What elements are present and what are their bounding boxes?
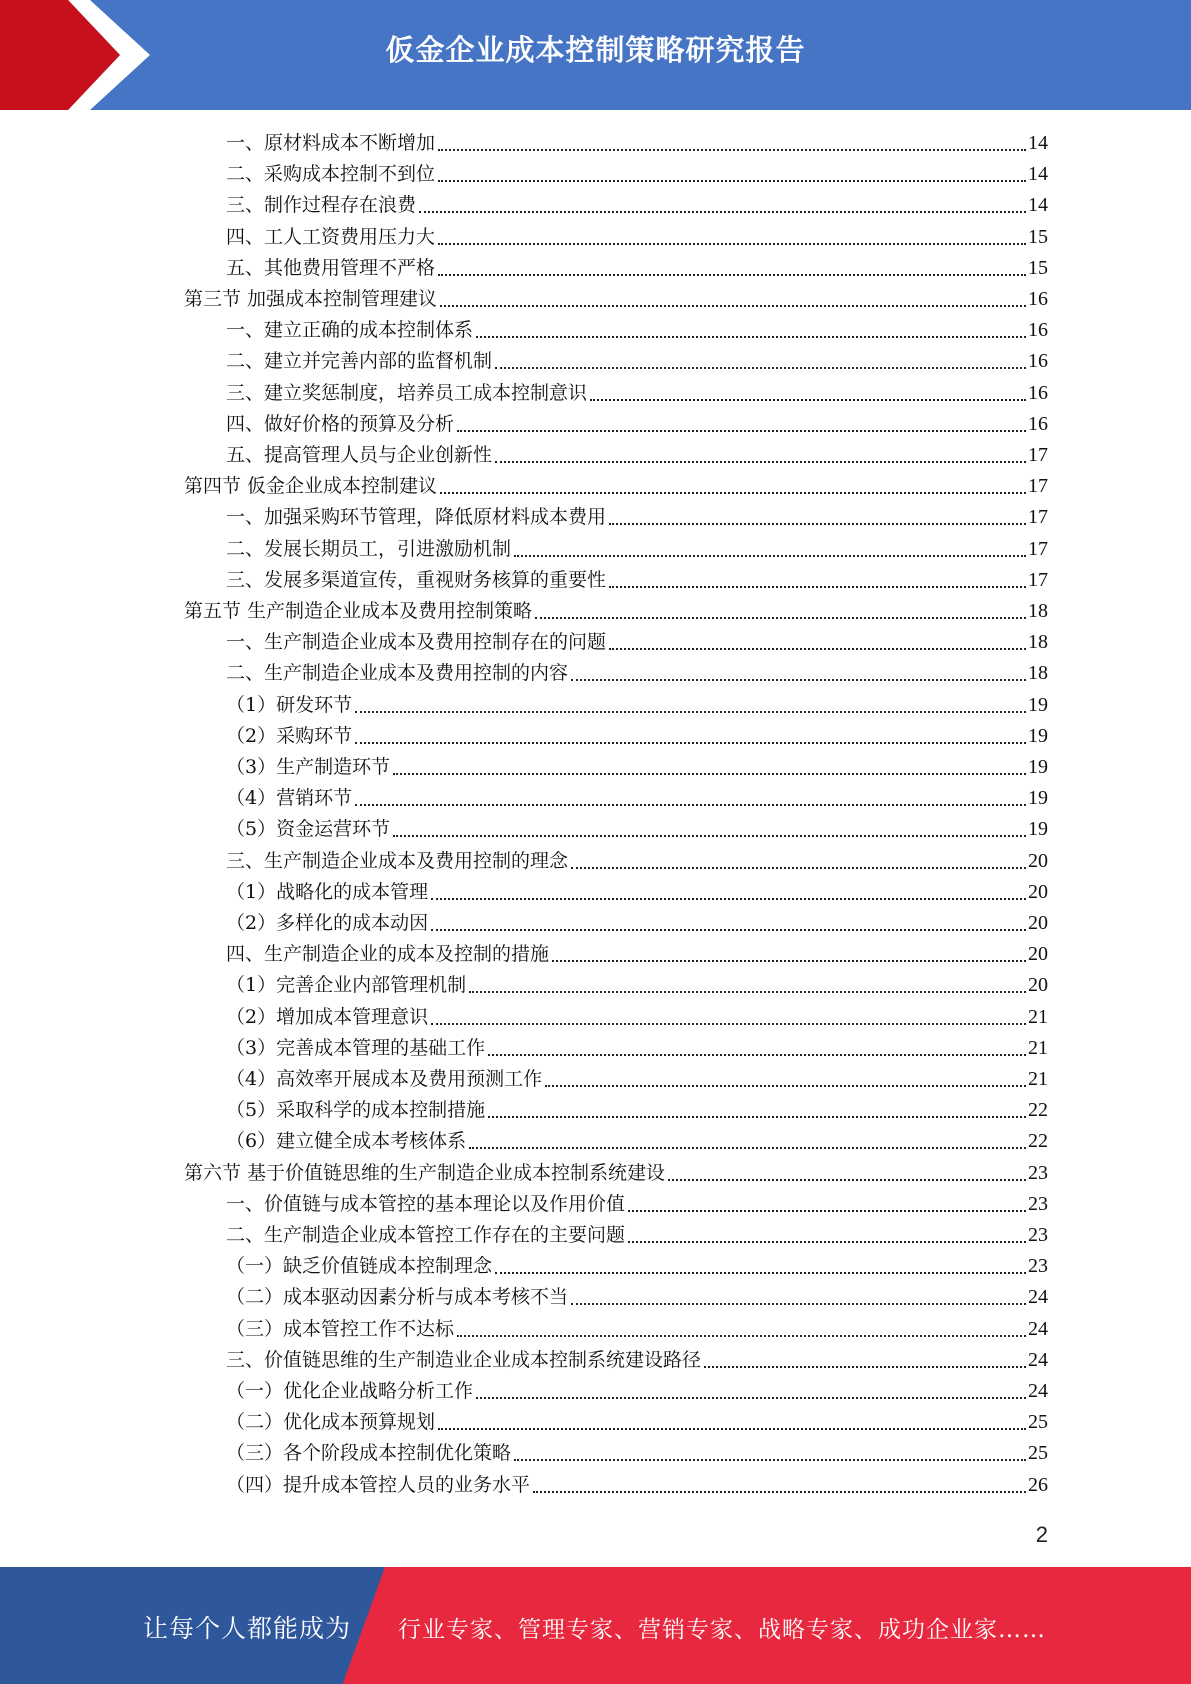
toc-entry-label: （三）各个阶段成本控制优化策略 <box>226 1442 512 1465</box>
toc-entry-label: （2）增加成本管理意识 <box>226 1005 429 1028</box>
toc-leader-dots <box>440 492 1026 494</box>
toc-entry[interactable] <box>226 1126 1048 1157</box>
toc-entry-page: 23 <box>1028 1224 1048 1246</box>
toc-entry[interactable] <box>226 1376 1048 1407</box>
toc-entry[interactable] <box>226 1407 1048 1438</box>
toc-leader-dots <box>514 555 1026 557</box>
toc-entry[interactable] <box>226 721 1048 752</box>
toc-entry-label: （2）多样化的成本动因 <box>226 912 429 934</box>
toc-entry-label: 四、工人工资费用压力大 <box>226 225 436 248</box>
toc-entry[interactable] <box>184 596 1048 627</box>
toc-entry-label: 四、生产制造企业的成本及控制的措施 <box>226 943 550 966</box>
toc-entry-label: 五、其他费用管理不严格 <box>226 256 436 279</box>
toc-entry-label: 三、制作过程存在浪费 <box>226 194 417 217</box>
toc-entry-label: 二、生产制造企业成本管控工作存在的主要问题 <box>226 1224 626 1246</box>
toc-entry[interactable] <box>226 908 1048 939</box>
toc-entry-label: （4）高效率开展成本及费用预测工作 <box>226 1068 543 1090</box>
toc-entry[interactable] <box>226 222 1048 253</box>
toc-leader-dots <box>438 149 1026 151</box>
toc-entry[interactable] <box>226 752 1048 783</box>
toc-entry-label: 第五节 生产制造企业成本及费用控制策略 <box>184 600 533 622</box>
toc-entry[interactable] <box>226 378 1048 409</box>
toc-entry-label: 三、建立奖惩制度，培养员工成本控制意识 <box>226 381 588 404</box>
toc-leader-dots <box>438 180 1026 182</box>
toc-entry-page: 17 <box>1028 444 1048 466</box>
toc-entry-label: 第四节 仮金企业成本控制建议 <box>184 475 438 498</box>
toc-entry-label: 二、建立并完善内部的监督机制 <box>226 350 493 373</box>
toc-entry-label: （3）完善成本管理的基础工作 <box>226 1036 486 1059</box>
toc-leader-dots <box>609 648 1026 650</box>
toc-entry-label: （1）完善企业内部管理机制 <box>226 974 467 997</box>
toc-entry-page: 21 <box>1028 1068 1048 1090</box>
toc-leader-dots <box>431 1023 1026 1025</box>
toc-entry-page: 17 <box>1028 568 1048 591</box>
toc-entry-label: （1）战略化的成本管理 <box>226 880 429 903</box>
toc-entry-label: （一）优化企业战略分析工作 <box>226 1380 474 1402</box>
toc-leader-dots <box>552 960 1026 962</box>
toc-entry[interactable] <box>226 1345 1048 1376</box>
footer-slogan-right: 行业专家、管理专家、营销专家、战略专家、成功企业家…… <box>398 1617 1046 1643</box>
toc-entry-page: 18 <box>1028 600 1048 622</box>
toc-leader-dots <box>571 679 1026 681</box>
toc-leader-dots <box>495 367 1026 369</box>
toc-entry-page: 20 <box>1028 849 1048 872</box>
document-title: 仮金企业成本控制策略研究报告 <box>385 33 806 67</box>
toc-leader-dots <box>355 711 1026 713</box>
toc-entry[interactable] <box>226 627 1048 658</box>
toc-entry-page: 16 <box>1028 350 1048 373</box>
toc-entry-page: 16 <box>1028 412 1048 435</box>
toc-entry[interactable] <box>226 1033 1048 1064</box>
toc-leader-dots <box>355 804 1026 806</box>
toc-entry-page: 20 <box>1028 912 1048 934</box>
toc-entry-page: 14 <box>1028 132 1048 154</box>
toc-leader-dots <box>476 336 1026 338</box>
toc-entry-page: 18 <box>1028 662 1048 685</box>
toc-entry[interactable] <box>226 814 1048 845</box>
toc-entry[interactable] <box>226 1282 1048 1313</box>
toc-entry-page: 17 <box>1028 537 1048 560</box>
toc-entry-label: 一、生产制造企业成本及费用控制存在的问题 <box>226 631 607 654</box>
toc-entry-label: 三、生产制造企业成本及费用控制的理念 <box>226 849 569 872</box>
toc-entry-page: 25 <box>1028 1411 1048 1434</box>
toc-leader-dots <box>355 742 1026 744</box>
toc-entry[interactable] <box>226 565 1048 596</box>
toc-entry-page: 24 <box>1028 1286 1048 1309</box>
toc-leader-dots <box>457 1335 1026 1337</box>
toc-entry[interactable] <box>226 877 1048 908</box>
toc-leader-dots <box>431 929 1026 931</box>
toc-entry[interactable] <box>226 1064 1048 1095</box>
footer-banner <box>0 1567 1191 1684</box>
toc-entry-page: 19 <box>1028 693 1048 716</box>
toc-entry[interactable] <box>226 783 1048 814</box>
toc-entry-page: 14 <box>1028 194 1048 217</box>
toc-entry-page: 18 <box>1028 631 1048 654</box>
toc-entry[interactable] <box>226 190 1048 221</box>
toc-entry[interactable] <box>226 1189 1048 1220</box>
toc-entry-page: 25 <box>1028 1442 1048 1465</box>
toc-leader-dots <box>476 1397 1026 1399</box>
toc-entry-page: 16 <box>1028 381 1048 404</box>
toc-entry[interactable] <box>226 1251 1048 1282</box>
toc-entry-label: （一）缺乏价值链成本控制理念 <box>226 1255 493 1278</box>
toc-entry-page: 14 <box>1028 163 1048 186</box>
toc-entry-label: （四）提升成本管控人员的业务水平 <box>226 1473 531 1496</box>
toc-entry-label: （2）采购环节 <box>226 724 353 747</box>
toc-leader-dots <box>488 1116 1026 1118</box>
footer-slogan-left: 让每个人都能成为 <box>143 1614 352 1643</box>
toc-entry-label: 三、价值链思维的生产制造业企业成本控制系统建设路径 <box>226 1348 702 1371</box>
toc-entry-label: 第六节 基于价值链思维的生产制造企业成本控制系统建设 <box>184 1161 666 1184</box>
toc-entry-label: （5）资金运营环节 <box>226 818 391 841</box>
toc-entry-label: （三）成本管控工作不达标 <box>226 1317 455 1340</box>
toc-entry[interactable] <box>226 1470 1048 1501</box>
toc-leader-dots <box>609 586 1026 588</box>
toc-leader-dots <box>514 1459 1026 1461</box>
toc-entry[interactable] <box>226 159 1048 190</box>
toc-leader-dots <box>488 1054 1026 1056</box>
toc-entry-page: 19 <box>1028 724 1048 747</box>
toc-entry-label: 一、建立正确的成本控制体系 <box>226 319 474 342</box>
toc-entry[interactable] <box>184 284 1048 315</box>
toc-leader-dots <box>668 1179 1026 1181</box>
toc-entry[interactable] <box>226 1438 1048 1469</box>
toc-entry[interactable] <box>184 471 1048 502</box>
toc-entry-page: 24 <box>1028 1348 1048 1371</box>
toc-entry-page: 22 <box>1028 1130 1048 1153</box>
toc-leader-dots <box>495 1272 1026 1274</box>
toc-entry[interactable] <box>226 1095 1048 1126</box>
toc-entry[interactable] <box>226 690 1048 721</box>
toc-entry-label: 二、生产制造企业成本及费用控制的内容 <box>226 662 569 685</box>
toc-leader-dots <box>628 1241 1026 1243</box>
toc-entry-page: 19 <box>1028 818 1048 841</box>
toc-entry[interactable] <box>226 409 1048 440</box>
toc-entry-label: 一、加强采购环节管理，降低原材料成本费用 <box>226 506 607 529</box>
toc-entry-page: 16 <box>1028 288 1048 310</box>
toc-entry[interactable] <box>226 846 1048 877</box>
toc-entry-label: 四、做好价格的预算及分析 <box>226 412 455 435</box>
toc-entry-label: （6）建立健全成本考核体系 <box>226 1130 467 1153</box>
toc-entry-page: 17 <box>1028 506 1048 529</box>
toc-entry-page: 21 <box>1028 1005 1048 1028</box>
toc-entry-page: 26 <box>1028 1473 1048 1496</box>
toc-entry[interactable] <box>226 1220 1048 1251</box>
toc-leader-dots <box>469 1147 1026 1149</box>
toc-leader-dots <box>469 991 1026 993</box>
toc-entry[interactable] <box>226 1002 1048 1033</box>
toc-leader-dots <box>571 1303 1026 1305</box>
toc-entry-page: 19 <box>1028 756 1048 778</box>
toc-entry-label: （二）成本驱动因素分析与成本考核不当 <box>226 1286 569 1309</box>
toc-leader-dots <box>431 898 1026 900</box>
toc-entry-page: 20 <box>1028 880 1048 903</box>
toc-leader-dots <box>609 523 1026 525</box>
toc-entry-label: 三、发展多渠道宣传，重视财务核算的重要性 <box>226 568 607 591</box>
toc-leader-dots <box>704 1366 1026 1368</box>
toc-entry[interactable] <box>226 658 1048 689</box>
toc-entry[interactable] <box>226 346 1048 377</box>
toc-entry[interactable] <box>226 315 1048 346</box>
toc-entry[interactable] <box>226 1314 1048 1345</box>
toc-leader-dots <box>393 835 1026 837</box>
toc-leader-dots <box>438 274 1026 276</box>
toc-entry-label: 二、发展长期员工，引进激励机制 <box>226 537 512 560</box>
toc-entry-label: 一、价值链与成本管控的基本理论以及作用价值 <box>226 1192 626 1215</box>
toc-leader-dots <box>495 461 1026 463</box>
toc-leader-dots <box>628 1210 1026 1212</box>
toc-leader-dots <box>545 1085 1026 1087</box>
toc-entry-label: （1）研发环节 <box>226 693 353 716</box>
toc-entry[interactable] <box>226 253 1048 284</box>
toc-entry-label: 五、提高管理人员与企业创新性 <box>226 444 493 466</box>
toc-entry-label: 第三节 加强成本控制管理建议 <box>184 288 438 310</box>
toc-entry-page: 20 <box>1028 943 1048 966</box>
toc-leader-dots <box>571 867 1026 869</box>
toc-leader-dots <box>457 430 1026 432</box>
toc-leader-dots <box>590 399 1026 401</box>
toc-entry-page: 20 <box>1028 974 1048 997</box>
toc-entry[interactable] <box>226 939 1048 970</box>
toc-entry-page: 22 <box>1028 1099 1048 1122</box>
toc-entry[interactable] <box>226 440 1048 471</box>
toc-entry-label: 二、采购成本控制不到位 <box>226 163 436 186</box>
toc-entry[interactable] <box>226 970 1048 1001</box>
toc-entry[interactable] <box>226 534 1048 565</box>
toc-entry-page: 16 <box>1028 319 1048 342</box>
toc-entry-page: 24 <box>1028 1380 1048 1402</box>
toc-entry-label: （4）营销环节 <box>226 787 353 810</box>
toc-entry-page: 23 <box>1028 1192 1048 1215</box>
toc-entry-label: （5）采取科学的成本控制措施 <box>226 1099 486 1122</box>
toc-entry-page: 23 <box>1028 1255 1048 1278</box>
toc-entry-page: 19 <box>1028 787 1048 810</box>
toc-entry-label: 一、原材料成本不断增加 <box>226 132 436 154</box>
toc-leader-dots <box>438 1428 1026 1430</box>
toc-leader-dots <box>393 773 1026 775</box>
toc-leader-dots <box>440 305 1026 307</box>
toc-entry-page: 23 <box>1028 1161 1048 1184</box>
toc-entry-page: 17 <box>1028 475 1048 498</box>
toc-entry[interactable] <box>184 1158 1048 1189</box>
toc-entry-label: （二）优化成本预算规划 <box>226 1411 436 1434</box>
toc-entry-page: 21 <box>1028 1036 1048 1059</box>
toc-entry-page: 15 <box>1028 225 1048 248</box>
toc-leader-dots <box>535 617 1026 619</box>
toc-leader-dots <box>419 211 1026 213</box>
toc-entry-page: 15 <box>1028 256 1048 279</box>
toc-entry[interactable] <box>226 128 1048 159</box>
toc-entry-page: 24 <box>1028 1317 1048 1340</box>
toc-leader-dots <box>533 1491 1026 1493</box>
header-banner <box>0 0 1191 110</box>
page-number: 2 <box>1035 1522 1048 1547</box>
toc-entry-label: （3）生产制造环节 <box>226 756 391 778</box>
toc-entry[interactable] <box>226 502 1048 533</box>
toc-leader-dots <box>438 243 1026 245</box>
